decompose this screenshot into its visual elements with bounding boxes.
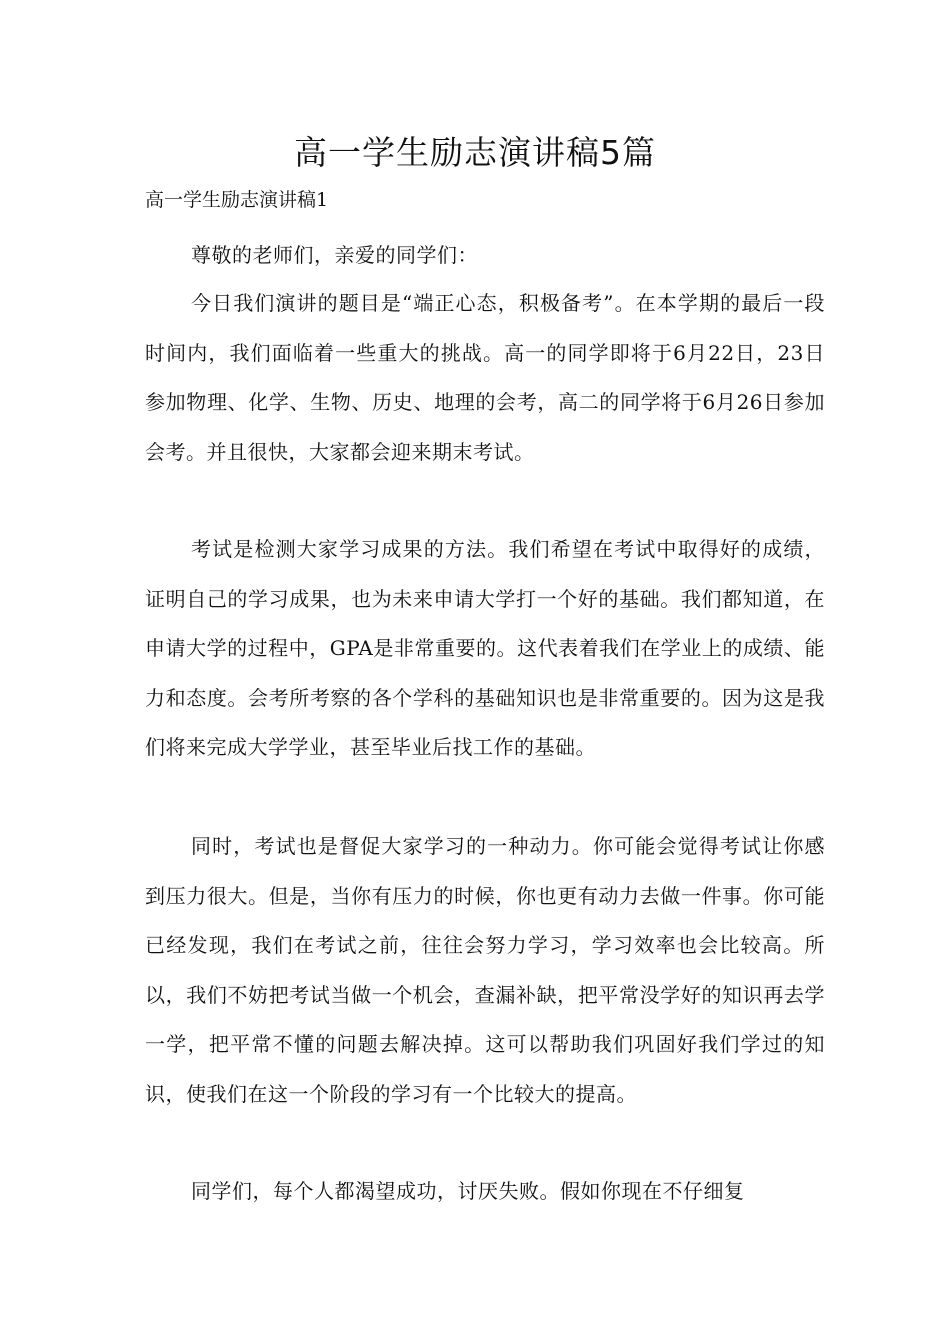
paragraph-exam-motivation: 同时，考试也是督促大家学习的一种动力。你可能会觉得考试让你感到压力很大。但是，当你有压力的时候，你也更有动力去做一件事。你可能已经发现，我们在考试之前，往往会努力学习，学习效率也会比较高。所以，我们不妨把考试当做一个机会，查漏补缺，把平常没学好的知识再去学一学，把平常不懂的问题去解决掉。这可以帮助我们巩固好我们学过的知识，使我们在这一个阶段的学习有一个比较大的提高。 bbox=[145, 834, 825, 1106]
paragraph-success: 同学们，每个人都渴望成功，讨厌失败。假如你现在不仔细复 bbox=[191, 1179, 745, 1203]
paragraph-exam-purpose: 考试是检测大家学习成果的方法。我们希望在考试中取得好的成绩，证明自己的学习成果，也为未来申请大学打一个好的基础。我们都知道，在申请大学的过程中，GPA是非常重要的。这代表着我们在学业上的成绩、能力和态度。会考所考察的各个学科的基础知识也是非常重要的。因为这是我们将来完成大学学业，甚至毕业后找工作的基础。 bbox=[145, 537, 825, 759]
speech-subtitle: 高一学生励志演讲稿1 bbox=[145, 189, 329, 211]
paragraph-greeting: 尊敬的老师们，亲爱的同学们： bbox=[191, 243, 478, 267]
paragraph-topic: 今日我们演讲的题目是“端正心态，积极备考”。在本学期的最后一段时间内，我们面临着一些重大的挑战。高一的同学即将于6月22日，23日参加物理、化学、生物、历史、地理的会考，高二的同学将于6月26日参加会考。并且很快，大家都会迎来期末考试。 bbox=[145, 291, 825, 464]
document-title: 高一学生励志演讲稿5篇 bbox=[294, 133, 656, 172]
